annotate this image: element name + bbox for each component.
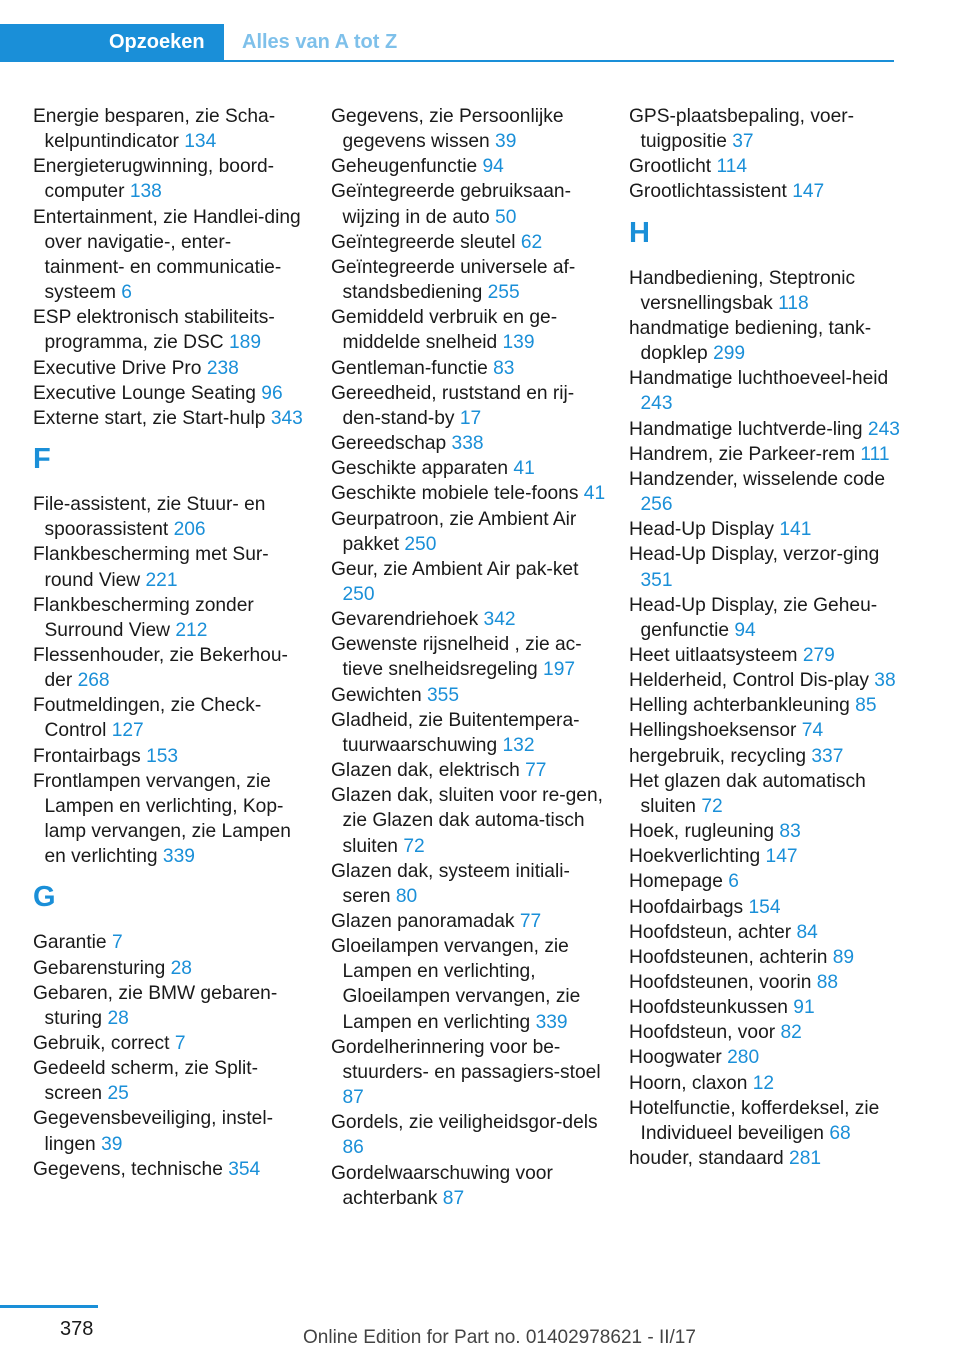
entry-text: Hoofdsteunen, voorin xyxy=(629,972,812,993)
index-entry xyxy=(33,406,308,431)
index-entry xyxy=(33,381,308,406)
index-entry xyxy=(331,431,606,456)
entry-text: Helling achterbankleuning xyxy=(629,695,850,717)
entry-text: Geurpatroon, zie Ambient Air pakket xyxy=(331,508,577,555)
index-entry xyxy=(331,179,606,229)
page-link[interactable]: 88 xyxy=(816,972,839,993)
index-entry xyxy=(629,643,904,668)
index-entry xyxy=(33,930,308,955)
page-link[interactable]: 212 xyxy=(175,619,208,641)
page-link[interactable]: 238 xyxy=(206,357,239,379)
entry-text: Gegevensbeveiliging, instel‐lingen xyxy=(33,1108,273,1155)
page-link[interactable]: 221 xyxy=(145,569,178,591)
entry-text: Hoekverlichting xyxy=(629,846,761,868)
entry-text: Glazen dak, systeem initiali‐seren xyxy=(331,860,570,907)
entry-text: Head-Up Display, zie Geheu‐genfunctie xyxy=(629,594,878,641)
entry-text: Entertainment, zie Handlei‐ding over navigatie-, enter‐tainment- en communicatie‐systeem xyxy=(33,206,301,304)
entry-text: Flankbescherming met Sur‐round View xyxy=(33,544,269,591)
index-entry xyxy=(331,1161,606,1211)
page-link[interactable]: 147 xyxy=(765,846,798,868)
page-link[interactable]: 28 xyxy=(170,957,192,979)
page-link[interactable]: 299 xyxy=(713,343,746,365)
page-link[interactable]: 197 xyxy=(543,659,576,681)
index-entry xyxy=(33,769,308,870)
page-link[interactable]: 72 xyxy=(701,795,723,817)
entry-text: Gedeeld scherm, zie Split‐screen xyxy=(33,1058,259,1105)
section-letter: F xyxy=(33,443,51,476)
entry-text: Gegevens, technische xyxy=(33,1158,223,1180)
page-link[interactable]: 337 xyxy=(811,745,844,767)
entry-text: Gordelwaarschuwing voor achterbank xyxy=(331,1162,553,1209)
index-entry xyxy=(33,542,308,592)
entry-text: Gladheid, zie Buitentempera‐tuurwaarschuwing xyxy=(331,709,580,756)
page-link[interactable]: 114 xyxy=(716,156,748,178)
index-entry xyxy=(629,844,904,869)
entry-text: Frontairbags xyxy=(33,745,141,767)
index-entry xyxy=(331,758,606,783)
index-entry xyxy=(629,744,904,769)
page-link[interactable]: 39 xyxy=(495,131,517,153)
index-entry xyxy=(629,693,904,718)
index-entry xyxy=(331,557,606,607)
index-entry xyxy=(629,945,904,970)
entry-text: Hoofdsteun, achter xyxy=(629,921,792,943)
page-link[interactable]: 118 xyxy=(778,292,809,314)
page-link[interactable]: 74 xyxy=(801,720,824,742)
index-entry xyxy=(629,104,904,154)
header-tabs xyxy=(0,24,894,62)
entry-text: Gebaren, zie BMW gebaren‐sturing xyxy=(33,982,278,1029)
page-link[interactable]: 7 xyxy=(174,1033,186,1054)
index-entry xyxy=(33,981,308,1031)
index-entry xyxy=(33,305,308,355)
index-entry xyxy=(331,607,606,632)
entry-text: Geschikte mobiele tele‐foons xyxy=(331,483,579,505)
index-entry xyxy=(629,366,904,416)
entry-text: Gereedheid, ruststand en rij‐den-stand-by xyxy=(331,382,575,429)
index-entry xyxy=(33,693,308,743)
entry-text: GPS-plaatsbepaling, voer‐tuigpositie xyxy=(629,106,855,153)
page-link[interactable]: 132 xyxy=(502,734,535,756)
index-entry xyxy=(629,895,904,920)
page-link[interactable]: 6 xyxy=(728,871,739,893)
entry-text: Geïntegreerde gebruiksaan‐wijzing in de auto xyxy=(331,181,571,228)
page-link[interactable]: 154 xyxy=(748,896,781,918)
index-entry xyxy=(33,1106,308,1156)
entry-text: Handrem, zie Parkeer‐rem xyxy=(629,443,856,465)
page-link[interactable]: 85 xyxy=(855,695,877,717)
index-entry xyxy=(33,593,308,643)
page-link[interactable]: 250 xyxy=(342,583,375,605)
page-link[interactable]: 281 xyxy=(789,1148,822,1170)
page-link[interactable]: 77 xyxy=(519,911,542,932)
index-entry xyxy=(331,456,606,481)
page-link[interactable]: 89 xyxy=(832,946,855,968)
entry-text: ESP elektronisch stabiliteits‐programma, zie DSC xyxy=(33,307,275,354)
index-entry xyxy=(331,683,606,708)
entry-text: Handmatige luchthoeveel‐heid xyxy=(629,368,889,390)
page-link[interactable]: 94 xyxy=(482,156,504,178)
index-entry xyxy=(629,517,904,542)
page-link[interactable]: 243 xyxy=(640,393,673,415)
page-link[interactable]: 77 xyxy=(525,760,547,782)
page-link[interactable]: 111 xyxy=(860,443,890,465)
page-link[interactable]: 338 xyxy=(451,433,484,455)
index-entry xyxy=(33,1031,308,1056)
page-number: 378 xyxy=(60,1318,94,1340)
entry-text: Hoofdsteunkussen xyxy=(629,997,788,1019)
entry-text: Glazen panoramadak xyxy=(331,911,515,932)
entry-text: Het glazen dak automatisch sluiten xyxy=(629,770,866,817)
page-link[interactable]: 41 xyxy=(583,483,606,505)
index-entry xyxy=(629,869,904,894)
index-column-3 xyxy=(629,104,904,1171)
page-link[interactable]: 83 xyxy=(493,357,515,379)
index-entry xyxy=(629,668,904,693)
page-link[interactable]: 6 xyxy=(121,282,132,304)
entry-text: Flankbescherming zonder Surround View xyxy=(33,594,254,641)
entry-text: Gordels, zie veiligheidsgor‐dels xyxy=(331,1112,598,1134)
entry-text: Hoogwater xyxy=(629,1047,722,1069)
entry-text: Frontlampen vervangen, zie Lampen en verlichting, Kop‐lamp vervangen, zie Lampen en verlichting xyxy=(33,770,291,868)
page-link[interactable]: 87 xyxy=(342,1087,364,1109)
entry-text: Gloeilampen vervangen, zie Lampen en verlichting, Gloeilampen vervangen, zie Lampen en verlichting xyxy=(331,936,581,1033)
entry-text: Geïntegreerde sleutel xyxy=(331,231,516,253)
entry-text: Geheugenfunctie xyxy=(331,156,478,178)
index-entry xyxy=(331,1035,606,1110)
page-link[interactable]: 87 xyxy=(442,1187,465,1209)
page-link[interactable]: 91 xyxy=(793,997,815,1019)
entry-text: Hellingshoeksensor xyxy=(629,720,797,742)
page-link[interactable]: 72 xyxy=(403,835,425,857)
entry-text: Hoorn, claxon xyxy=(629,1072,748,1094)
index-entry xyxy=(331,356,606,381)
entry-text: Energie besparen, zie Scha‐kelpuntindicator xyxy=(33,106,276,153)
index-entry xyxy=(331,859,606,909)
index-entry xyxy=(629,995,904,1020)
index-entry xyxy=(629,1071,904,1096)
entry-text: Hoek, rugleuning xyxy=(629,821,775,843)
entry-text: Hoofdsteun, voor xyxy=(629,1022,776,1044)
entry-text: Executive Drive Pro xyxy=(33,357,202,379)
entry-text: Gewichten xyxy=(331,684,422,706)
entry-text: Glazen dak, elektrisch xyxy=(331,760,520,782)
entry-text: handmatige bediening, tank‐dopklep xyxy=(629,317,872,365)
page-link[interactable]: 339 xyxy=(162,846,195,868)
page-link[interactable]: 96 xyxy=(261,382,283,404)
page-link[interactable]: 243 xyxy=(867,418,900,440)
page-link[interactable]: 28 xyxy=(107,1007,129,1029)
index-entry xyxy=(629,316,904,366)
entry-text: Executive Lounge Seating xyxy=(33,382,256,404)
page-link[interactable]: 141 xyxy=(779,519,812,541)
page-link[interactable]: 50 xyxy=(495,206,517,228)
entry-text: Geschikte apparaten xyxy=(331,458,509,480)
index-entry xyxy=(33,956,308,981)
index-entry xyxy=(629,266,904,316)
index-entry xyxy=(331,632,606,682)
entry-text: Grootlicht xyxy=(629,156,712,178)
index-column-2 xyxy=(331,104,606,1211)
index-entry xyxy=(629,819,904,844)
entry-text: Glazen dak, sluiten voor re‐gen, zie Glazen dak automa‐tisch sluiten xyxy=(331,785,603,857)
index-entry xyxy=(331,1110,606,1160)
page-link[interactable]: 62 xyxy=(520,231,543,253)
index-entry xyxy=(331,481,606,506)
entry-text: Helderheid, Control Dis‐play xyxy=(629,670,869,692)
page-link[interactable]: 86 xyxy=(342,1137,364,1159)
entry-text: File-assistent, zie Stuur- en spoorassistent xyxy=(33,494,266,541)
page-link[interactable]: 37 xyxy=(732,131,754,153)
page-link[interactable]: 268 xyxy=(77,670,110,692)
entry-text: Heet uitlaatsysteem xyxy=(629,644,798,666)
entry-text: Handbediening, Steptronic versnellingsbak xyxy=(629,267,856,314)
entry-text: Energieterugwinning, boord‐computer xyxy=(33,156,275,203)
index-entry xyxy=(33,356,308,381)
index-entry xyxy=(33,104,308,154)
index-entry xyxy=(331,230,606,255)
entry-text: Gegevens, zie Persoonlijke gegevens wissen xyxy=(331,106,564,153)
entry-text: Grootlichtassistent xyxy=(629,181,787,203)
entry-text: Hoofdairbags xyxy=(629,896,744,918)
index-entry xyxy=(629,718,904,743)
index-entry xyxy=(331,783,606,858)
page-link[interactable]: 355 xyxy=(427,684,460,706)
index-entry xyxy=(629,920,904,945)
index-entry xyxy=(33,643,308,693)
page-link[interactable]: 41 xyxy=(513,458,535,480)
page-link[interactable]: 17 xyxy=(459,407,482,429)
index-entry xyxy=(629,179,904,204)
index-entry xyxy=(33,492,308,542)
index-entry xyxy=(331,255,606,305)
entry-text: Gebruik, correct xyxy=(33,1033,170,1054)
entry-text: Head-Up Display, verzor‐ging xyxy=(629,544,880,566)
index-entry xyxy=(331,909,606,934)
page-link[interactable]: 147 xyxy=(792,181,825,203)
page-link[interactable]: 343 xyxy=(270,407,303,429)
page-link[interactable]: 354 xyxy=(228,1158,261,1180)
index-entry xyxy=(331,154,606,179)
index-entry xyxy=(33,1056,308,1106)
section-letter: G xyxy=(33,881,56,914)
index-entry xyxy=(331,104,606,154)
index-entry xyxy=(629,769,904,819)
entry-text: Garantie xyxy=(33,932,107,954)
edition-note: Online Edition for Part no. 01402978621 - II/17 xyxy=(303,1327,696,1348)
index-entry xyxy=(629,593,904,643)
index-entry xyxy=(331,708,606,758)
entry-text: Gereedschap xyxy=(331,433,447,455)
entry-text: Foutmeldingen, zie Check-Control xyxy=(33,695,262,742)
index-entry xyxy=(33,154,308,204)
page-link[interactable]: 153 xyxy=(146,745,179,767)
index-entry xyxy=(629,1146,904,1171)
index-entry xyxy=(33,205,308,306)
index-entry xyxy=(629,970,904,995)
index-entry xyxy=(629,442,904,467)
page-link[interactable]: 189 xyxy=(228,332,261,354)
page-link[interactable]: 83 xyxy=(779,821,801,843)
page-link[interactable]: 139 xyxy=(502,332,535,354)
entry-text: Handzender, wisselende code xyxy=(629,468,886,490)
entry-text: Hotelfunctie, kofferdeksel, zie Individueel beveiligen xyxy=(629,1097,880,1144)
page-link[interactable]: 25 xyxy=(107,1083,129,1105)
page-link[interactable]: 339 xyxy=(535,1011,568,1033)
page-link[interactable]: 12 xyxy=(752,1072,775,1094)
entry-text: Gevarendriehoek xyxy=(331,609,479,631)
tab-opzoeken[interactable]: Opzoeken xyxy=(0,24,224,62)
index-entry xyxy=(629,1045,904,1070)
entry-text: Gebarensturing xyxy=(33,957,166,979)
entry-text: hergebruik, recycling xyxy=(629,745,807,767)
page-link[interactable]: 342 xyxy=(483,609,516,631)
footer-rule xyxy=(0,1305,98,1308)
entry-text: Handmatige luchtverde‐ling xyxy=(629,418,863,440)
entry-text: Homepage xyxy=(629,871,723,893)
page-link[interactable]: 68 xyxy=(829,1122,851,1144)
page-link[interactable]: 39 xyxy=(101,1133,123,1155)
section-letter: H xyxy=(629,216,650,249)
page-link[interactable]: 82 xyxy=(780,1022,802,1044)
index-entry xyxy=(331,507,606,557)
index-entry xyxy=(33,1157,308,1182)
page-link[interactable]: 351 xyxy=(640,569,673,591)
entry-text: Gemiddeld verbruik en ge‐middelde snelheid xyxy=(331,307,558,354)
index-entry xyxy=(629,154,904,179)
entry-text: Flessenhouder, zie Bekerhou‐der xyxy=(33,644,288,692)
page-link[interactable]: 7 xyxy=(111,932,123,954)
page-link[interactable]: 279 xyxy=(802,644,835,666)
index-entry xyxy=(629,542,904,592)
page-link[interactable]: 84 xyxy=(796,921,818,943)
index-entry xyxy=(331,381,606,431)
entry-text: Head-Up Display xyxy=(629,519,775,541)
index-column-1 xyxy=(33,104,308,1182)
page-link[interactable]: 94 xyxy=(734,619,756,641)
page-link[interactable]: 138 xyxy=(129,181,162,203)
index-entry xyxy=(629,417,904,442)
page-link[interactable]: 250 xyxy=(404,533,437,555)
index-entry xyxy=(331,934,606,1035)
page-link[interactable]: 127 xyxy=(111,720,144,742)
entry-text: Gordelherinnering voor be‐stuurders- en passagiers‐stoel xyxy=(331,1036,601,1083)
entry-text: Externe start, zie Start‐hulp xyxy=(33,407,266,429)
index-entry xyxy=(33,744,308,769)
entry-text: Hoofdsteunen, achterin xyxy=(629,946,828,968)
entry-text: houder, standaard xyxy=(629,1148,784,1170)
page-link[interactable]: 280 xyxy=(727,1047,760,1069)
entry-text: Gewenste rijsnelheid , zie ac‐tieve snelheidsregeling xyxy=(331,634,582,681)
tab-alles-van-a-tot-z[interactable]: Alles van A tot Z xyxy=(224,24,894,62)
page-link[interactable]: 255 xyxy=(487,282,520,304)
entry-text: Gentleman-functie xyxy=(331,357,488,379)
page-link[interactable]: 206 xyxy=(173,519,206,541)
entry-text: Geïntegreerde universele af‐standsbediening xyxy=(331,256,576,304)
index-entry xyxy=(331,305,606,355)
page-link[interactable]: 256 xyxy=(640,494,673,516)
entry-text: Geur, zie Ambient Air pak‐ket xyxy=(331,558,579,580)
index-entry xyxy=(629,467,904,517)
index-entry xyxy=(629,1020,904,1045)
page-link[interactable]: 38 xyxy=(874,670,896,692)
page-link[interactable]: 80 xyxy=(395,885,418,907)
index-entry xyxy=(629,1096,904,1146)
page-link[interactable]: 134 xyxy=(184,131,217,153)
